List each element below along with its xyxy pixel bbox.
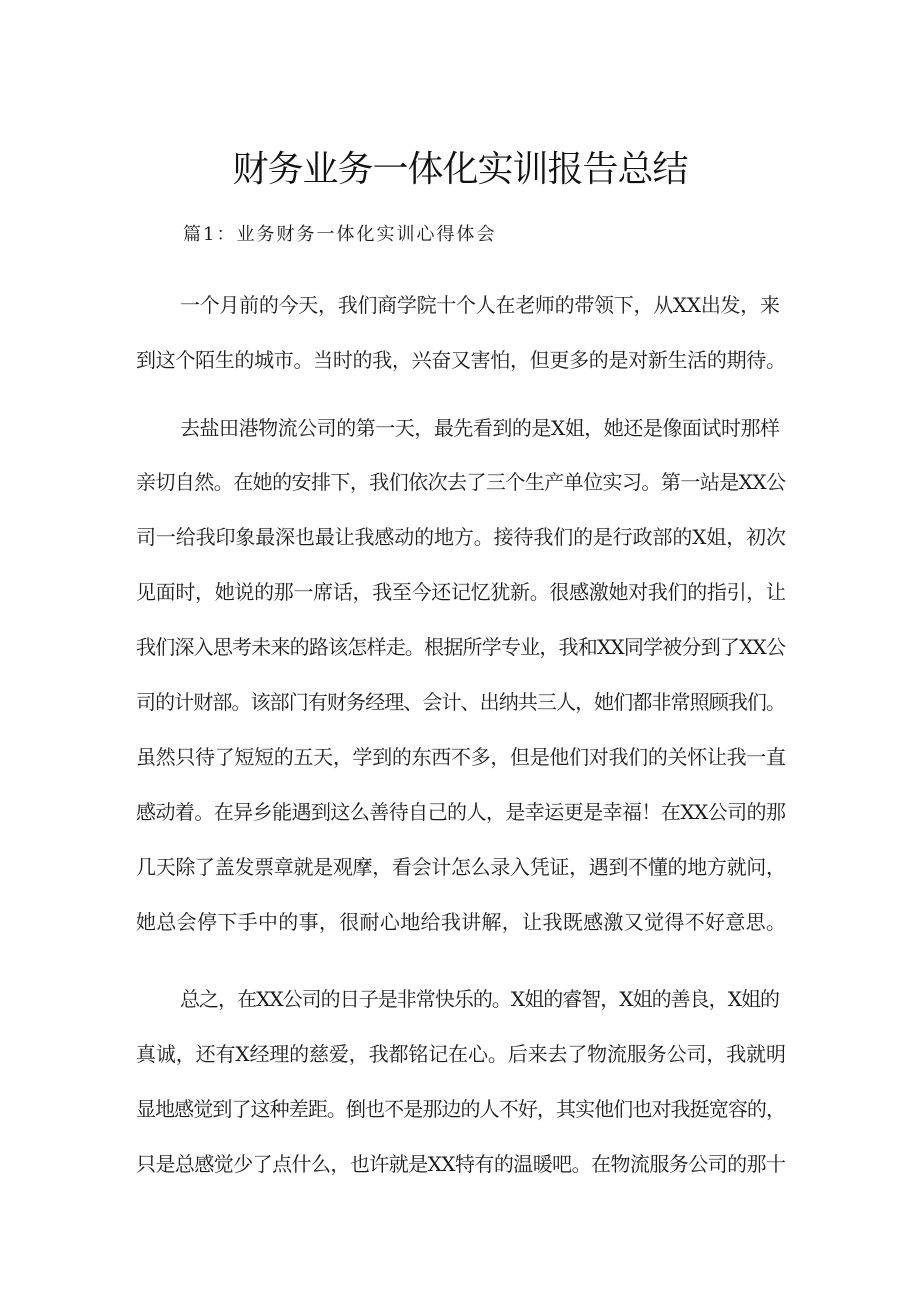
paragraph-2-line-2: 亲切自然。在她的安排下，我们依次去了三个生产单位实习。第一站是XX公: [136, 470, 786, 494]
paragraph-2-line-7: 虽然只待了短短的五天，学到的东西不多，但是他们对我们的关怀让我一直: [136, 745, 786, 769]
document-subtitle: 篇1：业务财务一体化实训心得体会: [183, 224, 497, 245]
paragraph-2-line-6: 司的计财部。该部门有财务经理、会计、出纳共三人，她们都非常照顾我们。: [136, 690, 786, 714]
paragraph-2-line-8: 感动着。在异乡能遇到这么善待自己的人，是幸运更是幸福！在XX公司的那: [136, 800, 786, 824]
paragraph-1-line-2: 到这个陌生的城市。当时的我，兴奋又害怕，但更多的是对新生活的期待。: [136, 348, 786, 372]
paragraph-2-line-10: 她总会停下手中的事，很耐心地给我讲解，让我既感激又觉得不好意思。: [136, 910, 786, 934]
document-title: 财务业务一体化实训报告总结: [232, 149, 688, 190]
paragraph-2-line-5: 我们深入思考未来的路该怎样走。根据所学专业，我和XX同学被分到了XX公: [136, 635, 786, 659]
paragraph-3-line-4: 只是总感觉少了点什么，也许就是XX特有的温暖吧。在物流服务公司的那十: [136, 1152, 786, 1176]
paragraph-3-line-1: 总之，在XX公司的日子是非常快乐的。X姐的睿智，X姐的善良，X姐的: [180, 987, 780, 1011]
paragraph-2-line-9: 几天除了盖发票章就是观摩，看会计怎么录入凭证，遇到不懂的地方就问，: [136, 855, 786, 879]
paragraph-3-line-3: 显地感觉到了这种差距。倒也不是那边的人不好，其实他们也对我挺宽容的，: [136, 1097, 786, 1121]
paragraph-2-line-3: 司一给我印象最深也最让我感动的地方。接待我们的是行政部的X姐，初次: [136, 525, 786, 549]
paragraph-3-line-2: 真诚，还有X经理的慈爱，我都铭记在心。后来去了物流服务公司，我就明: [136, 1042, 786, 1066]
paragraph-2-line-1: 去盐田港物流公司的第一天，最先看到的是X姐，她还是像面试时那样: [180, 416, 780, 440]
paragraph-2-line-4: 见面时，她说的那一席话，我至今还记忆犹新。很感激她对我们的指引，让: [136, 580, 786, 604]
paragraph-1-line-1: 一个月前的今天，我们商学院十个人在老师的带领下，从XX出发，来: [180, 293, 780, 317]
